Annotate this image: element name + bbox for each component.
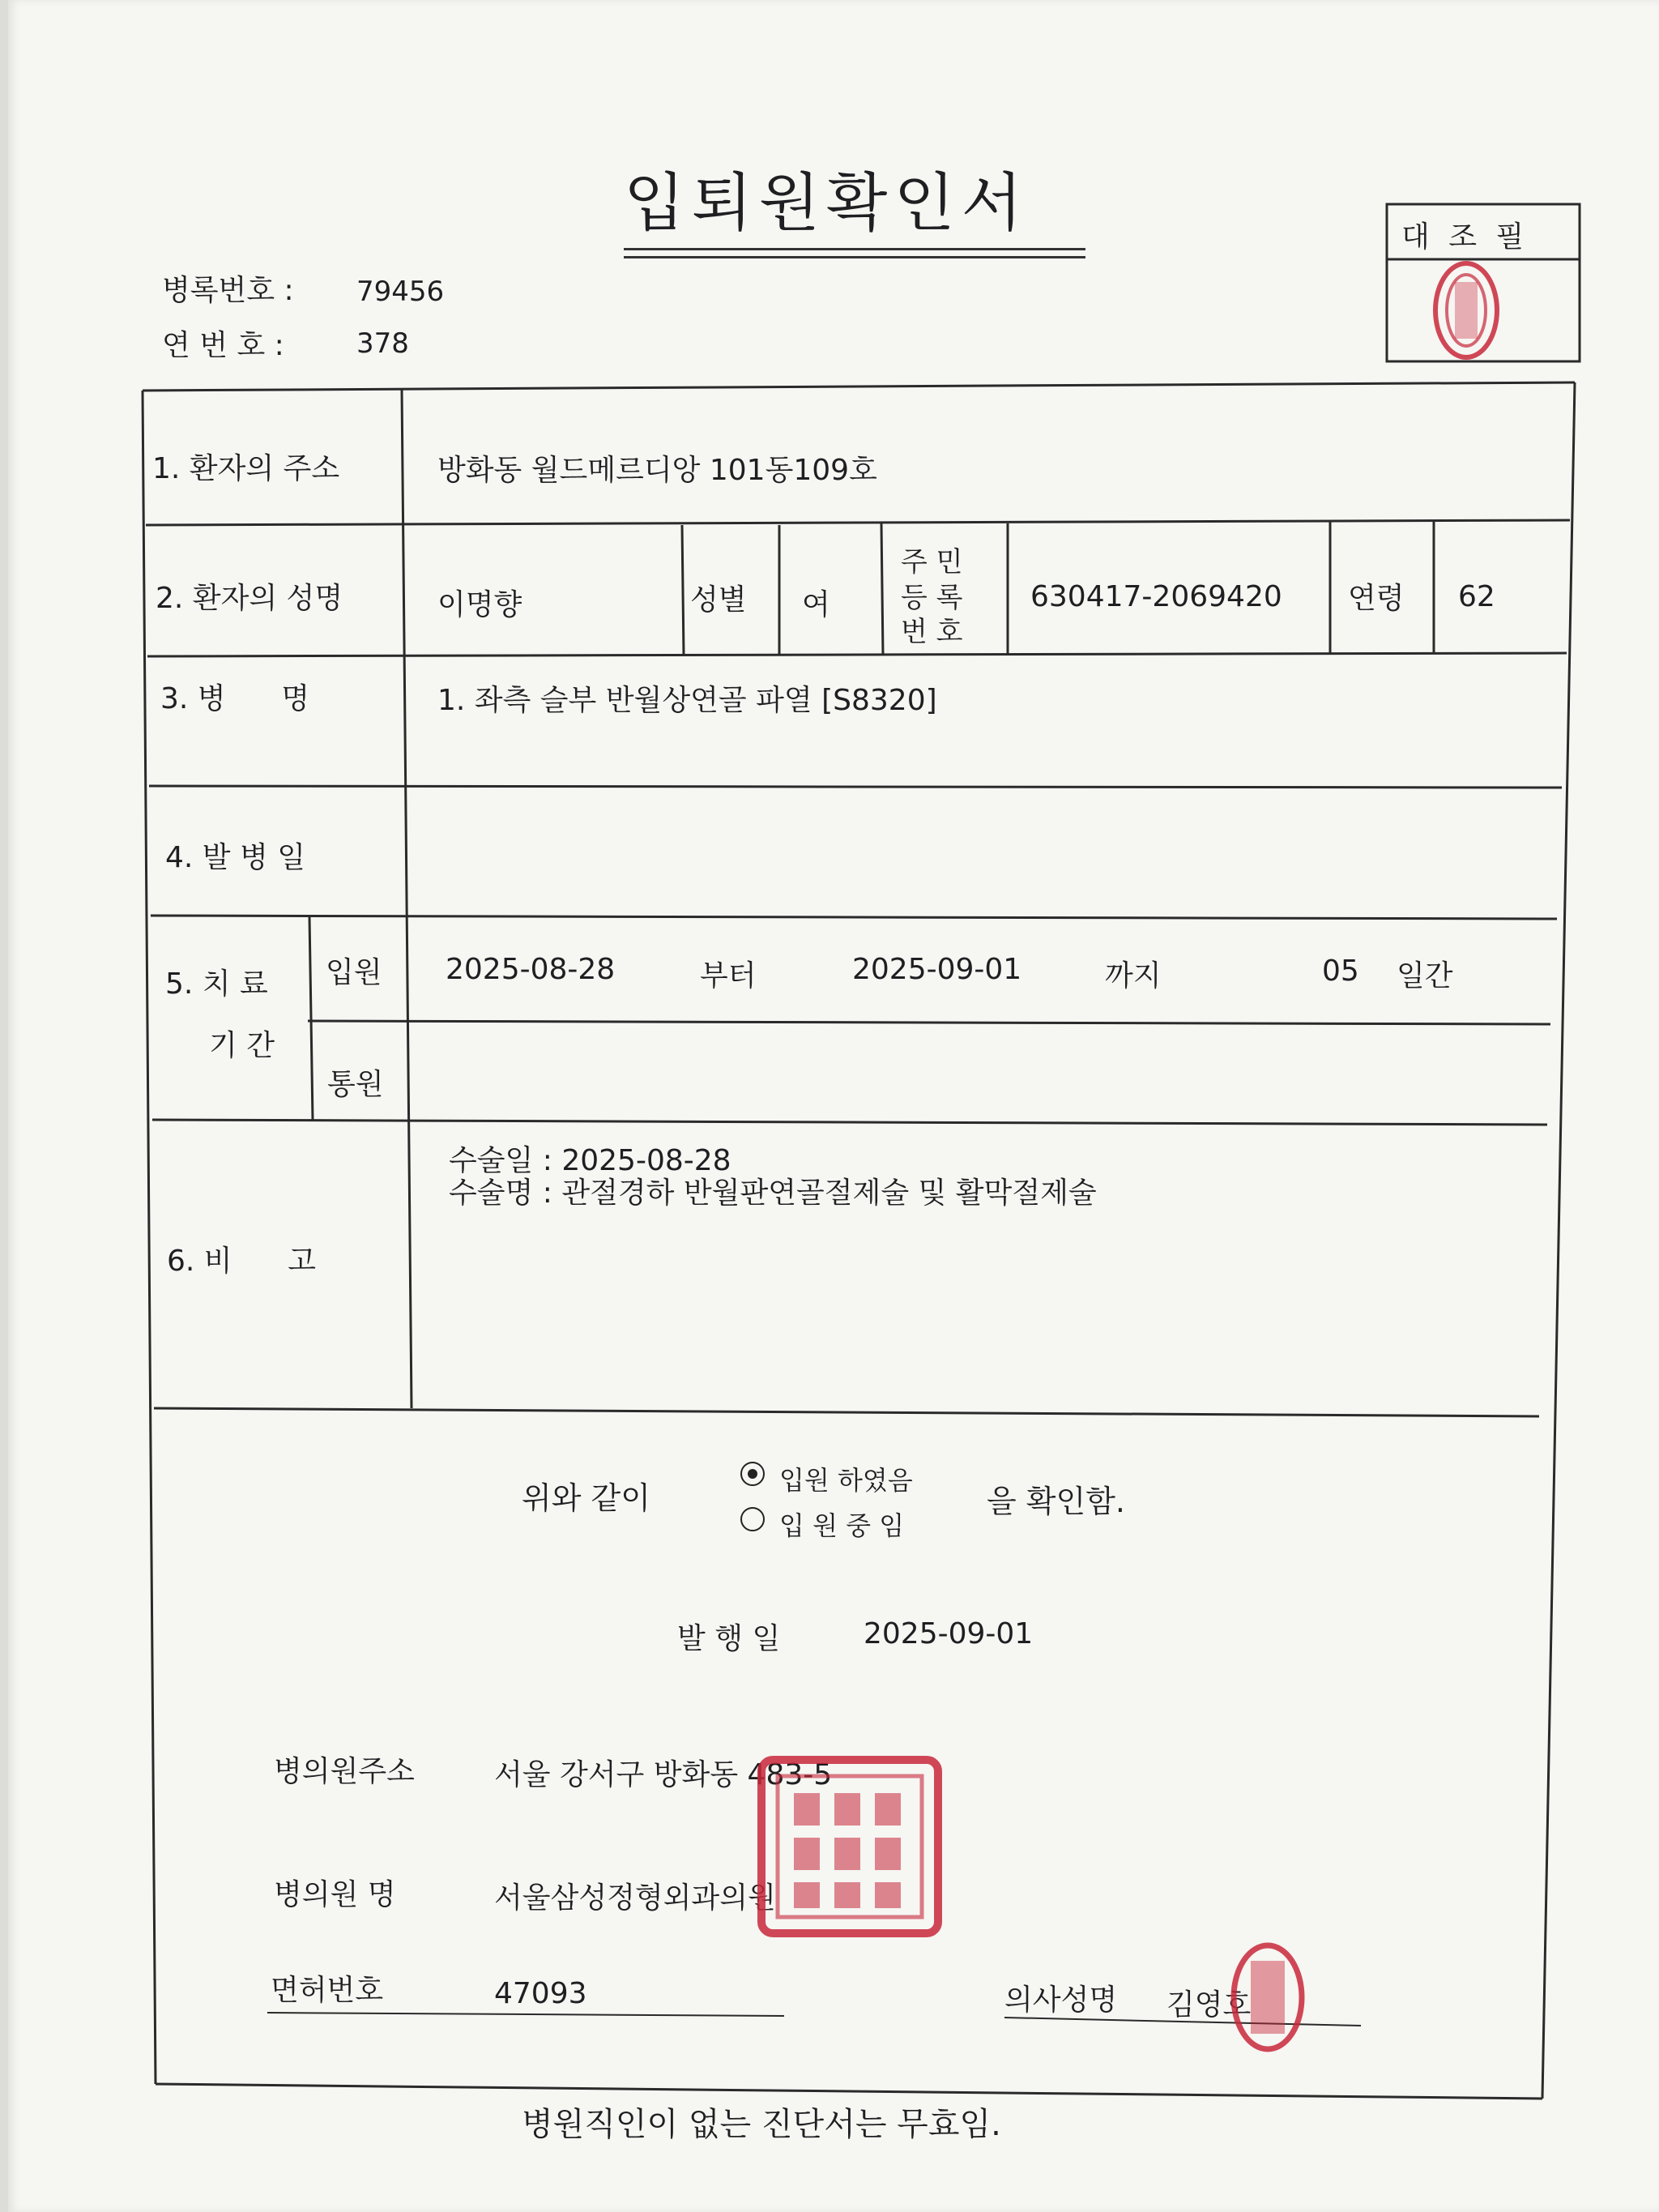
issue-date-label: 발 행 일 (677, 1622, 781, 1655)
record-no-value: 79456 (356, 275, 445, 308)
doctor-seal-stamp (1223, 1937, 1312, 2058)
serial-no-value: 378 (356, 327, 409, 360)
record-no-label: 병록번호 : (162, 274, 294, 307)
license-label: 면허번호 (271, 1974, 384, 2007)
rrn-label-line1: 주 민 (901, 546, 963, 579)
address-label: 1. 환자의 주소 (152, 452, 340, 485)
sex-label: 성별 (690, 583, 747, 617)
age-label: 연령 (1348, 582, 1405, 615)
treatment-label-line2: 기 간 (209, 1029, 275, 1062)
footer-note: 병원직인이 없는 진단서는 무효임. (522, 2106, 1001, 2143)
inpatient-done-option: 입원 하였음 (779, 1465, 913, 1496)
age-value: 62 (1458, 580, 1495, 613)
verify-box-label: 대 조 필 (1401, 220, 1529, 254)
onset-label: 4. 발 병 일 (165, 841, 306, 874)
inpatient-from-suffix: 부터 (700, 959, 757, 993)
hospital-address-value: 서울 강서구 방화동 483-5 (494, 1758, 833, 1791)
outpatient-label: 통원 (327, 1068, 384, 1101)
hospital-name-value: 서울삼성정형외과의원 (494, 1881, 776, 1915)
treatment-label-line1: 5. 치 료 (165, 967, 268, 1001)
inpatient-from: 2025-08-28 (446, 953, 616, 986)
remarks-line1: 수술일 : 2025-08-28 (449, 1144, 731, 1177)
remarks-line2: 수술명 : 관절경하 반월판연골절제술 및 활막절제술 (449, 1176, 1097, 1210)
title-underline (624, 248, 1085, 250)
hospital-address-label: 병의원주소 (274, 1755, 415, 1788)
inpatient-label: 입원 (326, 956, 382, 989)
document-title: 입퇴원확인서 (624, 167, 1030, 240)
diagnosis-value: 1. 좌측 슬부 반월상연골 파열 [S8320] (437, 684, 937, 717)
rrn-label-line3: 번 호 (901, 616, 963, 648)
license-value: 47093 (494, 1977, 587, 2010)
doctor-name: 김영호 (1166, 1988, 1252, 2022)
hospital-seal-stamp (753, 1749, 948, 1943)
confirm-suffix: 을 확인함. (987, 1484, 1125, 1519)
patient-name-value: 이명향 (437, 588, 522, 621)
inpatient-ongoing-option: 입 원 중 임 (779, 1510, 905, 1541)
confirm-prefix: 위와 같이 (522, 1480, 650, 1516)
hospital-name-label: 병의원 명 (274, 1878, 396, 1911)
inpatient-to-suffix: 까지 (1105, 959, 1162, 993)
remarks-label: 6. 비 고 (167, 1245, 317, 1278)
patient-name-label: 2. 환자의 성명 (156, 582, 343, 615)
inpatient-to: 2025-09-01 (852, 953, 1022, 986)
serial-no-label: 연 번 호 : (162, 329, 284, 362)
inpatient-days-suffix: 일간 (1397, 959, 1453, 993)
issue-date-value: 2025-09-01 (864, 1617, 1034, 1650)
rrn-value: 630417-2069420 (1030, 580, 1282, 613)
inpatient-ongoing-radio[interactable] (740, 1507, 765, 1531)
verify-seal-stamp (1426, 258, 1507, 363)
title-underline-double (624, 256, 1085, 258)
address-value: 방화동 월드메르디앙 101동109호 (437, 454, 877, 487)
inpatient-days: 05 (1322, 954, 1359, 988)
inpatient-done-radio[interactable] (740, 1462, 765, 1486)
rrn-label-line2: 등 록 (901, 582, 963, 614)
sex-value: 여 (802, 588, 830, 621)
doctor-label: 의사성명 (1004, 1984, 1118, 2017)
diagnosis-label: 3. 병 명 (160, 682, 310, 715)
